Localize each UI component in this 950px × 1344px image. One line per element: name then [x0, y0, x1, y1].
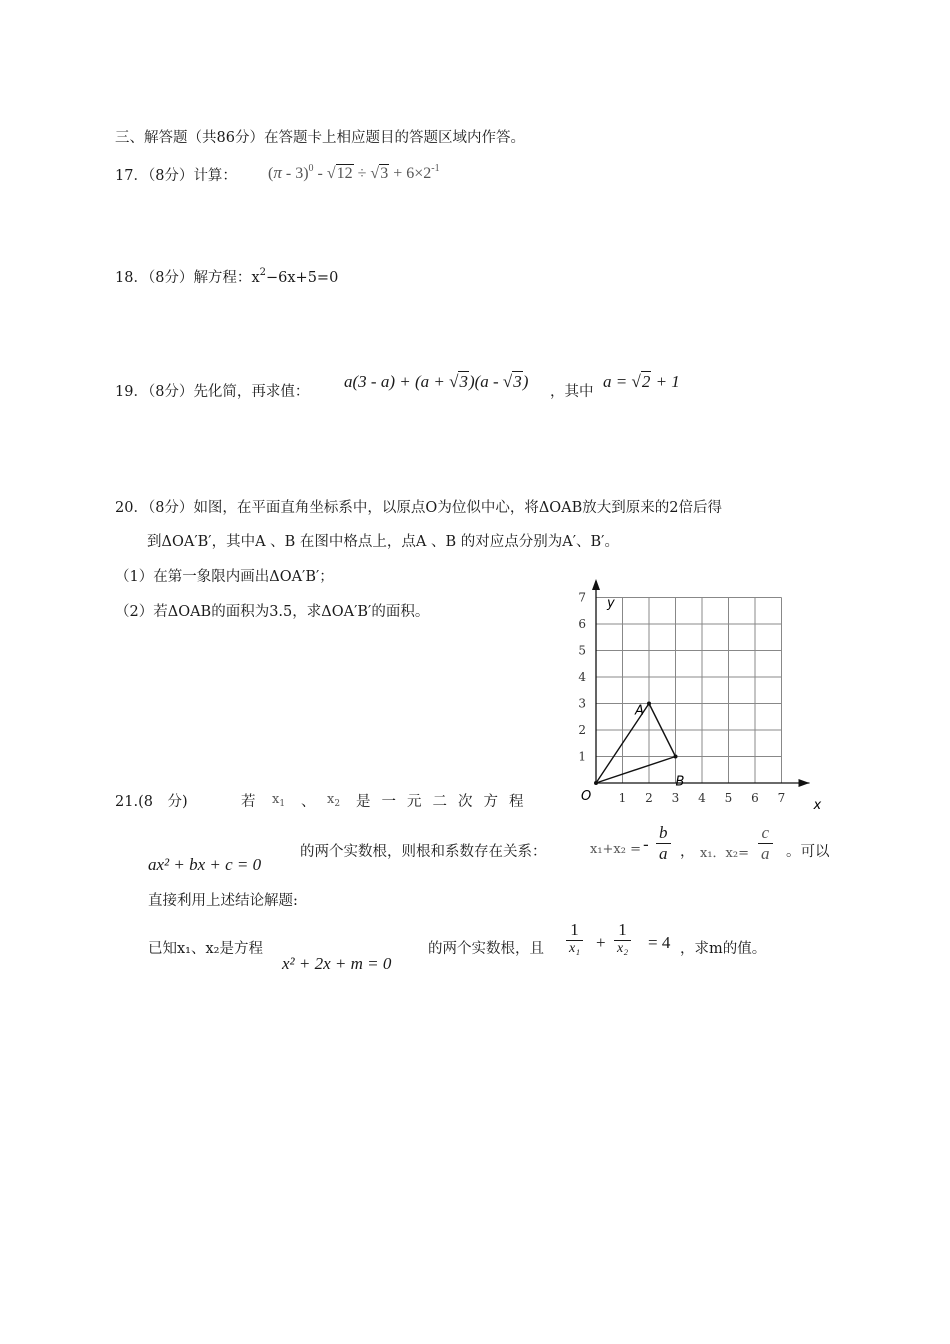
x-tick-label: 7: [777, 791, 786, 805]
point-a-label: A: [635, 703, 644, 719]
y-tick-label: 5: [578, 643, 586, 658]
q19-condition: a = √2 + 1: [603, 372, 680, 391]
q21-neg-sign: -: [643, 835, 649, 855]
y-axis-arrow: [592, 579, 600, 590]
q21-sep: 、: [301, 794, 316, 810]
question-20-line1: 20．（8分）如图，在平面直角坐标系中，以原点O为位似中心，将ΔOAB放大到原来的2倍后得: [115, 500, 723, 516]
q17-expression: $(\pi - 3)^0 - √12 \div √3 + 6\times 2^{-1}$: [268, 163, 440, 182]
question-20-part2: （2）若ΔOAB的面积为3.5，求ΔOA′B′的面积。: [115, 604, 430, 620]
q21-frac-1-over-x1: $\frac{1}{\text{x₁}}$: [566, 920, 583, 957]
y-tick-label: 4: [578, 670, 586, 684]
grid-lines: [596, 598, 782, 784]
q19-expression: a(3 - a) + (a + √3)(a - √3): [344, 372, 529, 391]
axes: [592, 579, 810, 787]
q21-if: 若: [241, 794, 256, 810]
question-21-header: 21.(8 分): [115, 794, 188, 810]
q21-sum-lhs: x₁+x₂ =: [590, 842, 642, 857]
question-19: 19．（8分）先化简，再求值：: [115, 384, 310, 400]
y-tick-label: 1: [578, 749, 586, 764]
q21-frac-b-over-a: $\frac{b}{a}$: [656, 823, 671, 864]
y-tick-label: 7: [578, 590, 586, 605]
question-20-part1: （1）在第一象限内画出ΔOA′B′；: [115, 569, 334, 585]
point-b: [674, 755, 678, 759]
q21-prod-lhs: x₁．x₂=: [700, 846, 749, 861]
point-o: [594, 781, 598, 785]
x-axis-label: x: [813, 798, 822, 813]
point-a: [647, 702, 651, 706]
q21-ask: ，求m的值。: [680, 941, 767, 957]
section-heading: 三、解答题（共86分）在答题卡上相应题目的答题区域内作答。: [115, 130, 525, 146]
segment-ob: [596, 757, 676, 784]
q21-roots-and: 的两个实数根，且: [428, 941, 544, 957]
x-axis-arrow: [799, 779, 810, 787]
q19-where: ，其中: [550, 384, 594, 400]
q21-plus: +: [596, 933, 606, 952]
y-tick-label: 6: [578, 617, 586, 631]
origin-label: O: [581, 789, 592, 804]
q21-known-prefix: 已知x₁、x₂是方程: [148, 941, 263, 957]
q21-period-can: 。可以: [786, 844, 830, 860]
q21-specific-equation: x² + 2x + m = 0: [282, 954, 392, 973]
q17-prompt: 计算：: [193, 168, 237, 184]
x-tick-label: 3: [671, 791, 680, 805]
x-tick-label: 1: [618, 791, 627, 805]
q21-frac-1-over-x2: $\frac{1}{\text{x₂}}$: [614, 920, 631, 957]
q21-x1: $x_1$: [272, 792, 286, 809]
q21-tail: 是 一 元 二 次 方 程: [356, 794, 524, 810]
q21-frac-c-over-a: $\frac{c}{a}$: [758, 823, 773, 864]
question-17: [115, 164, 237, 185]
q17-points: （8分）: [147, 168, 194, 184]
x-tick-label: 2: [645, 791, 653, 805]
y-tick-label: 2: [578, 723, 586, 737]
q21-general-equation: ax² + bx + c = 0: [148, 855, 262, 874]
question-18: 18．（8分）解方程：$x^2-6x+5=0$: [115, 267, 339, 286]
y-axis-label: y: [607, 596, 615, 611]
y-tick-label: 3: [578, 696, 586, 711]
coordinate-grid-figure: [560, 575, 820, 820]
tick-labels: [578, 591, 785, 806]
q21-comma: ，: [680, 844, 695, 860]
x-tick-label: 5: [724, 791, 733, 805]
question-20-line2: 到ΔOA′B′，其中A 、B 在图中格点上，点A 、B 的对应点分别为A′、B′。: [147, 534, 619, 550]
q21-x2: $x_2$: [327, 792, 341, 809]
q21-relation-text: 的两个实数根，则根和系数存在关系：: [300, 844, 547, 860]
q21-eq4: = 4: [648, 933, 671, 952]
x-tick-label: 6: [751, 791, 759, 805]
q21-direct-line: 直接利用上述结论解题:: [148, 893, 298, 909]
q17-number: 17．: [115, 168, 148, 184]
point-b-label: B: [675, 774, 685, 790]
x-tick-label: 4: [698, 791, 706, 805]
